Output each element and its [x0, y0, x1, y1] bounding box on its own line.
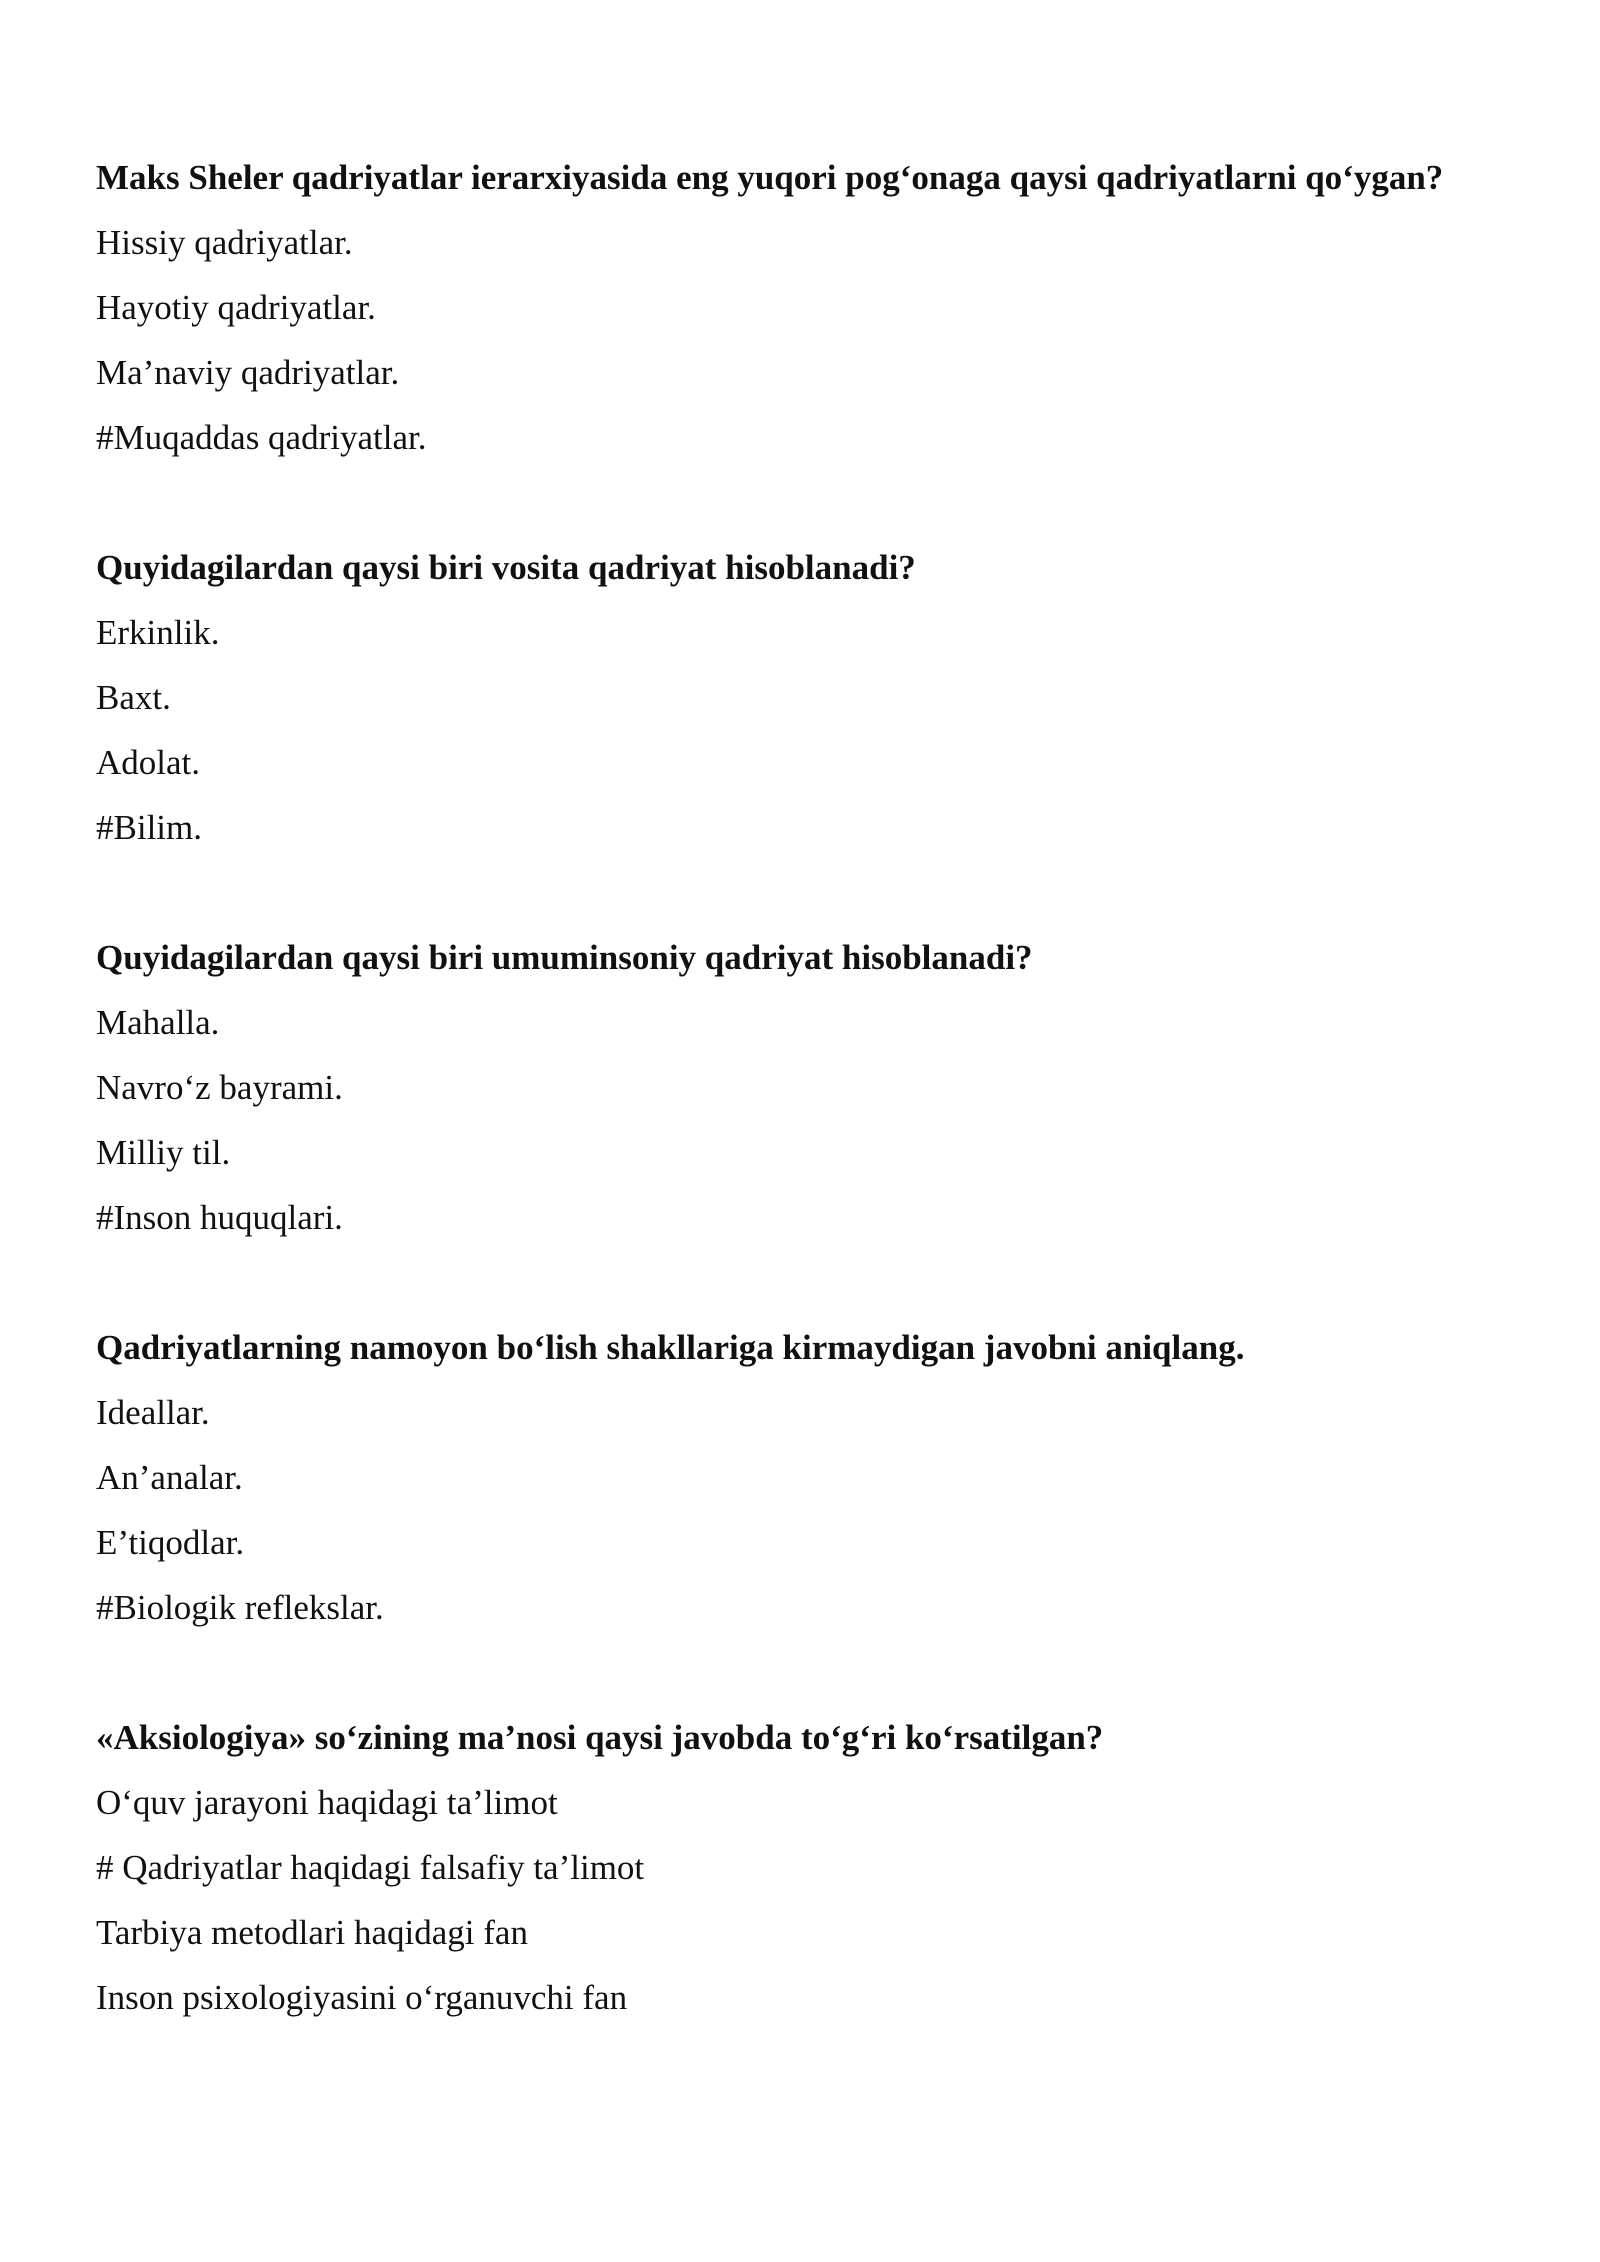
answer-option: Adolat.	[96, 743, 201, 782]
question-block-5	[96, 1705, 1516, 2030]
question-text: Quyidagilardan qaysi biri umuminsoniy qadriyat hisoblanadi?	[96, 938, 1033, 977]
question-text: Maks Sheler qadriyatlar ierarxiyasida eng yuqori pog‘onaga qaysi qadriyatlarni qo‘ygan?	[96, 158, 1444, 197]
answer-option-correct: # Qadriyatlar haqidagi falsafiy ta’limot	[96, 1848, 645, 1887]
answer-option: Ideallar.	[96, 1393, 210, 1432]
answer-option: Mahalla.	[96, 1003, 220, 1042]
answer-option: Hissiy qadriyatlar.	[96, 223, 353, 262]
answer-option-correct: #Bilim.	[96, 808, 202, 847]
answer-option: O‘quv jarayoni haqidagi ta’limot	[96, 1783, 558, 1822]
answer-option: E’tiqodlar.	[96, 1523, 245, 1562]
answer-option: An’analar.	[96, 1458, 243, 1497]
question-text: Quyidagilardan qaysi biri vosita qadriyat hisoblanadi?	[96, 548, 916, 587]
answer-option: Tarbiya metodlari haqidagi fan	[96, 1913, 528, 1952]
answer-option: Inson psixologiyasini o‘rganuvchi fan	[96, 1978, 628, 2017]
question-block-2	[96, 535, 1516, 860]
question-block-4	[96, 1315, 1516, 1640]
answer-option: Milliy til.	[96, 1133, 231, 1172]
answer-option-correct: #Inson huquqlari.	[96, 1198, 343, 1237]
question-text: «Aksiologiya» so‘zining ma’nosi qaysi javobda to‘g‘ri ko‘rsatilgan?	[96, 1718, 1104, 1757]
answer-option-correct: #Biologik reflekslar.	[96, 1588, 384, 1627]
quiz-content	[96, 145, 1516, 2095]
answer-option: Erkinlik.	[96, 613, 220, 652]
question-text: Qadriyatlarning namoyon bo‘lish shakllariga kirmaydigan javobni aniqlang.	[96, 1328, 1245, 1367]
answer-option: Ma’naviy qadriyatlar.	[96, 353, 400, 392]
question-block-3	[96, 925, 1516, 1250]
answer-option: Baxt.	[96, 678, 171, 717]
question-block-1	[96, 145, 1516, 470]
answer-option-correct: #Muqaddas qadriyatlar.	[96, 418, 427, 457]
answer-option: Hayotiy qadriyatlar.	[96, 288, 376, 327]
answer-option: Navro‘z bayrami.	[96, 1068, 343, 1107]
